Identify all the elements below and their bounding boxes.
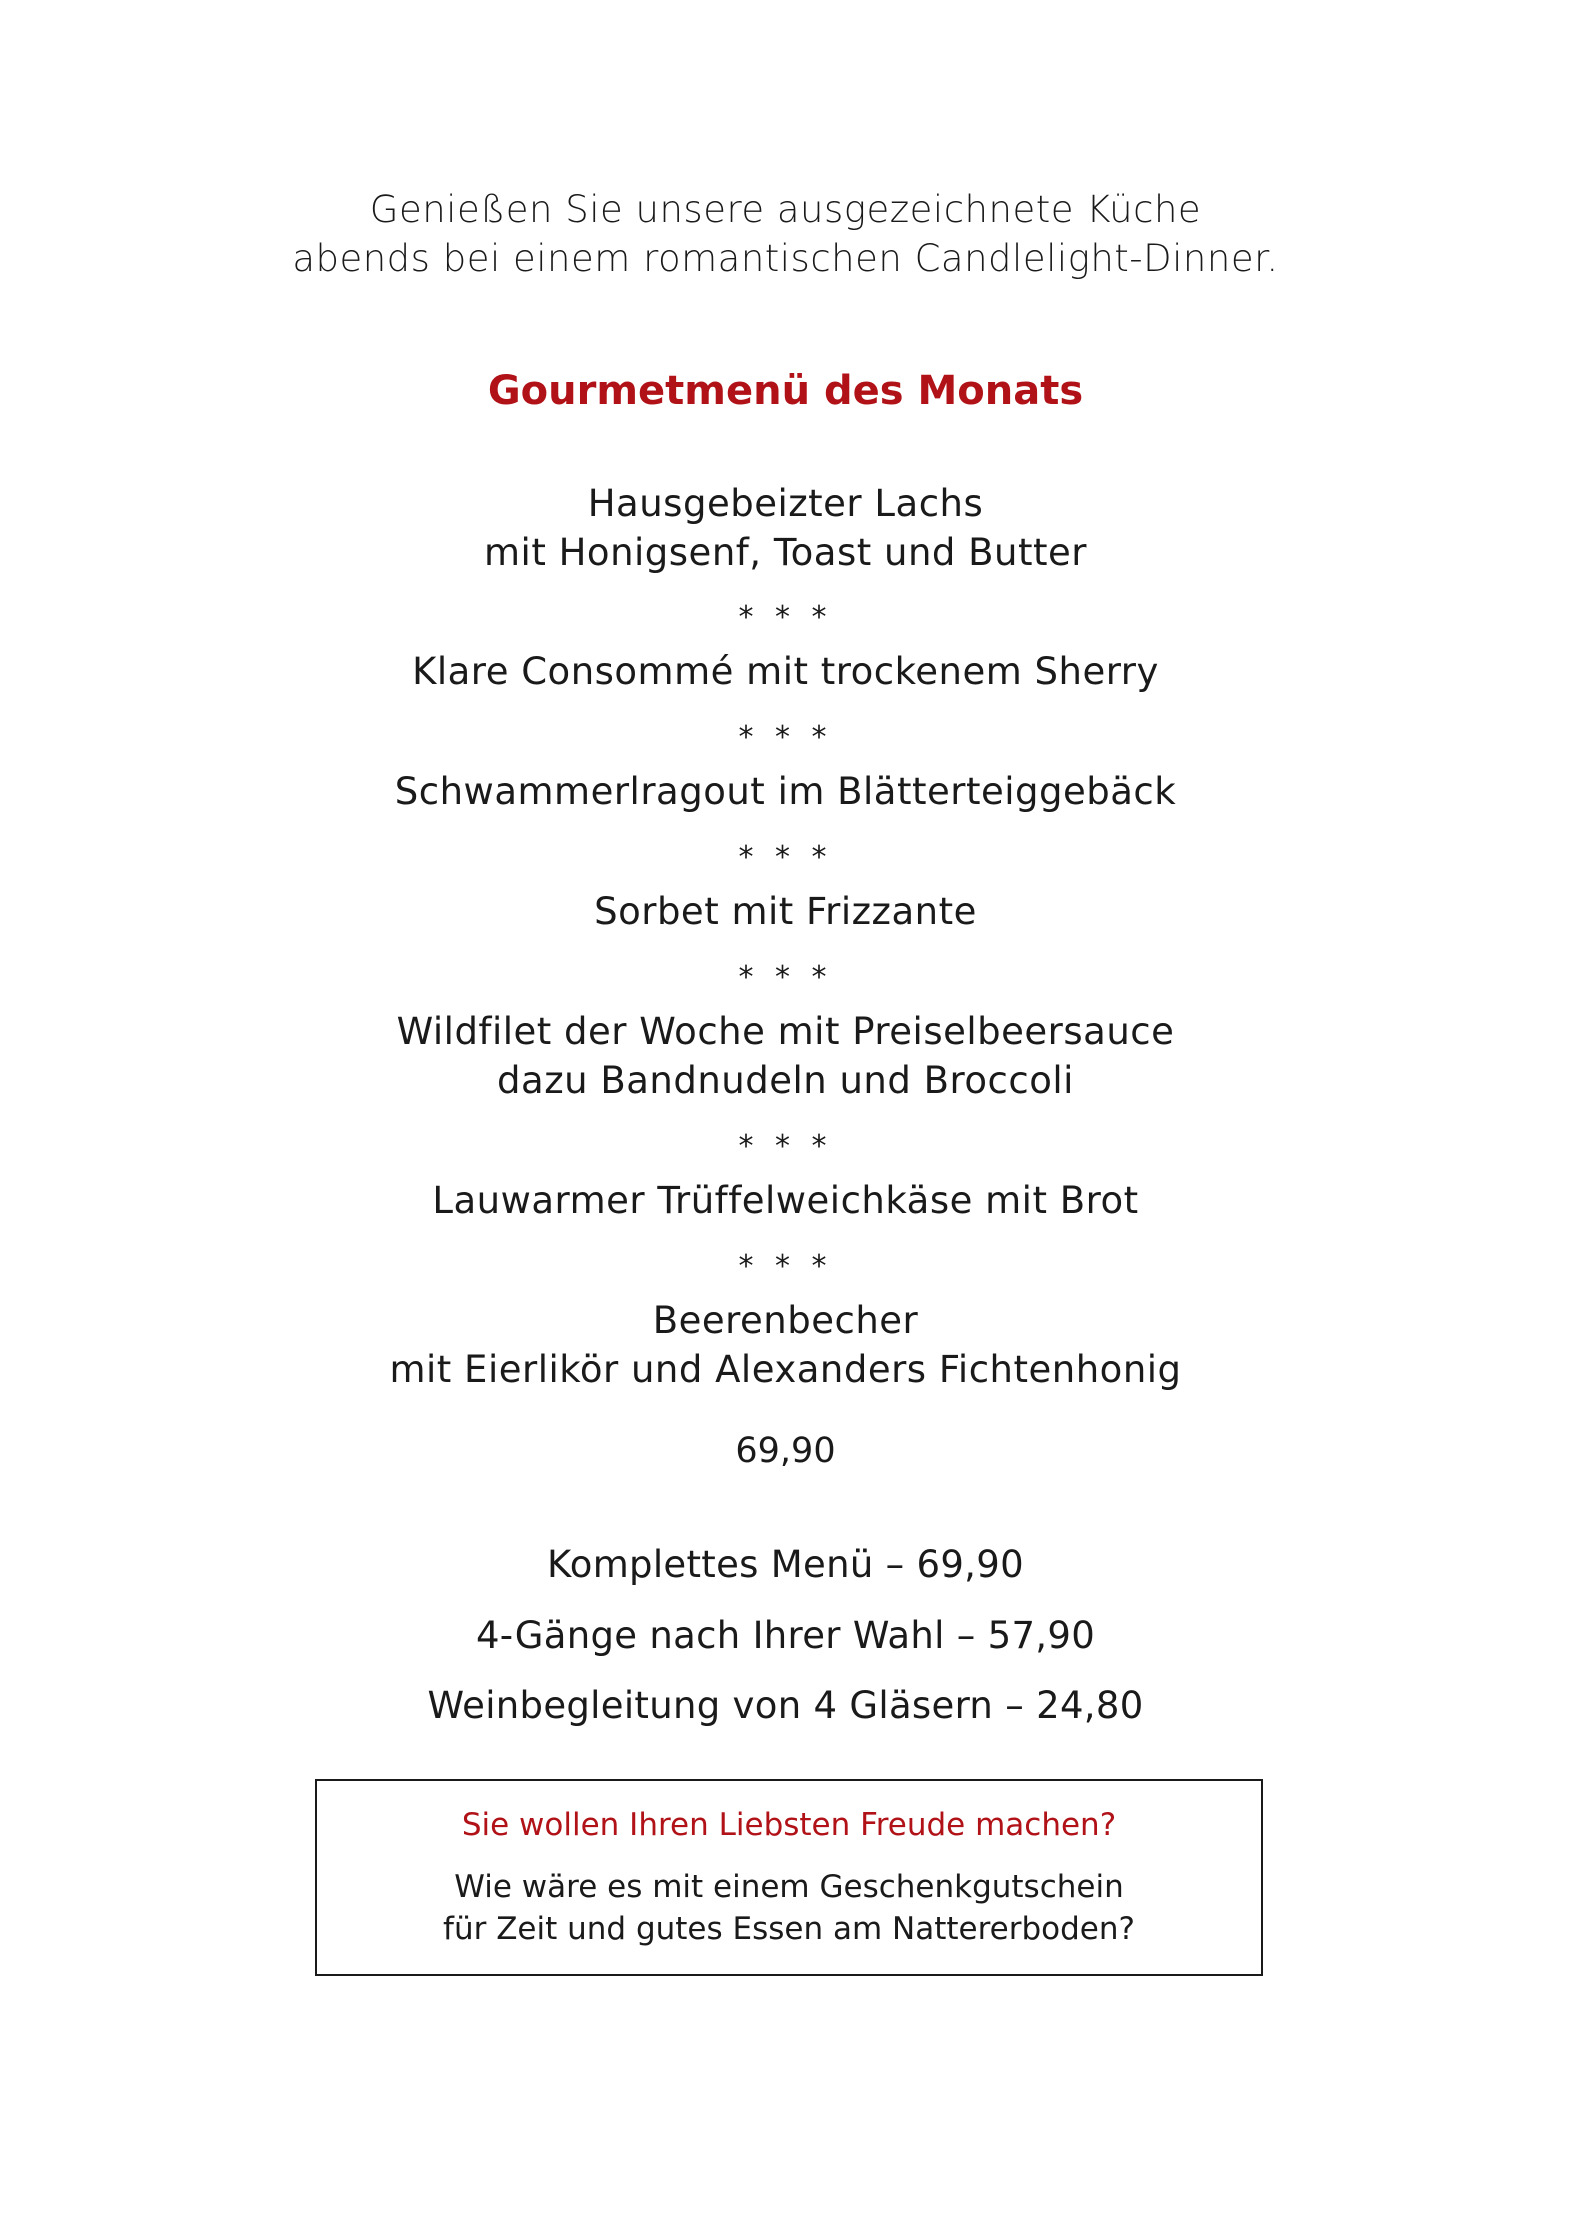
course-1-line-1: Hausgebeizter Lachs xyxy=(587,482,984,525)
voucher-line-1: Wie wäre es mit einem Geschenkgutschein xyxy=(454,1869,1124,1905)
option-wine-pairing: Weinbegleitung von 4 Gläsern – 24,80 xyxy=(427,1684,1144,1727)
course-7-line-2: mit Eierlikör und Alexanders Fichtenhonig xyxy=(389,1348,1182,1391)
option-four-courses: 4-Gänge nach Ihrer Wahl – 57,90 xyxy=(475,1614,1096,1657)
option-complete-menu: Komplettes Menü – 69,90 xyxy=(547,1543,1024,1586)
intro-line-1: Genießen Sie unsere ausgezeichnete Küche xyxy=(369,188,1202,231)
course-3-line-1: Schwammerlragout im Blätterteiggebäck xyxy=(394,770,1177,813)
voucher-box xyxy=(315,1779,1263,1976)
voucher-line-2: für Zeit und gutes Essen am Nattererboden? xyxy=(443,1911,1135,1947)
course-5-line-2: dazu Bandnudeln und Broccoli xyxy=(497,1059,1074,1102)
course-separator: * * * xyxy=(738,720,833,755)
course-1-line-2: mit Honigsenf, Toast und Butter xyxy=(484,531,1087,574)
course-4-line-1: Sorbet mit Frizzante xyxy=(594,890,977,933)
course-separator: * * * xyxy=(738,960,833,995)
course-5-line-1: Wildfilet der Woche mit Preiselbeersauce xyxy=(396,1010,1175,1053)
intro-line-2: abends bei einem romantischen Candlelight-Dinner. xyxy=(292,237,1279,280)
course-7-line-1: Beerenbecher xyxy=(652,1299,919,1342)
course-separator: * * * xyxy=(738,1129,833,1164)
menu-price: 69,90 xyxy=(735,1431,836,1471)
course-separator: * * * xyxy=(738,600,833,635)
voucher-heading: Sie wollen Ihren Liebsten Freude machen? xyxy=(461,1807,1117,1843)
course-separator: * * * xyxy=(738,840,833,875)
course-6-line-1: Lauwarmer Trüffelweichkäse mit Brot xyxy=(432,1179,1139,1222)
course-2-line-1: Klare Consommé mit trockenem Sherry xyxy=(412,650,1159,693)
menu-title: Gourmetmenü des Monats xyxy=(487,368,1084,414)
course-separator: * * * xyxy=(738,1249,833,1284)
